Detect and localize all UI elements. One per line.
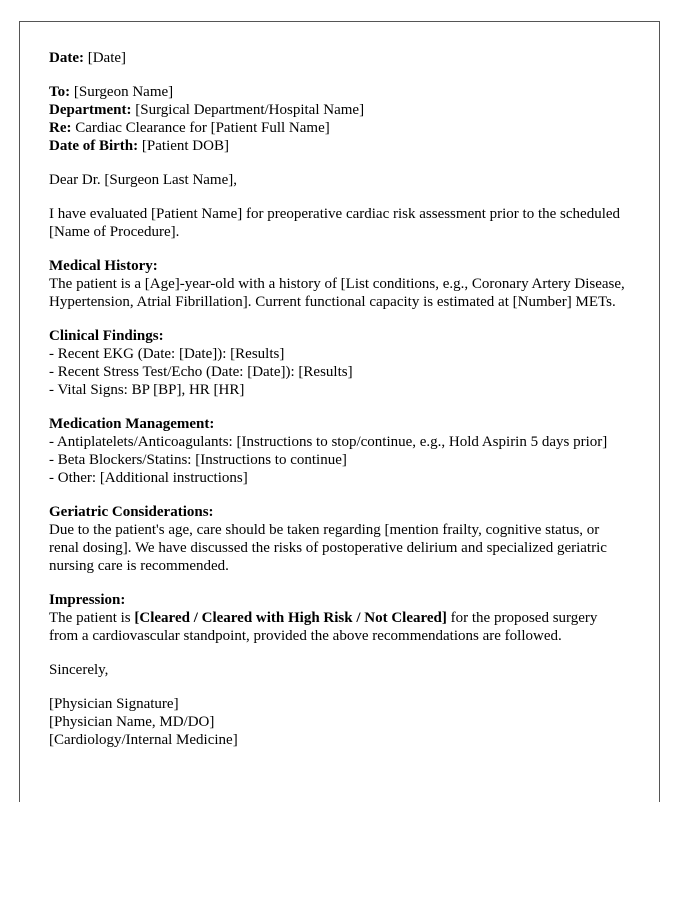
date-line (49, 49, 629, 67)
to-label: To: (49, 84, 71, 100)
medication-management-heading: Medication Management: (49, 416, 215, 432)
medication-item: - Other: [Additional instructions] (49, 470, 248, 486)
re-value: Cardiac Clearance for [Patient Full Name] (75, 120, 330, 136)
clinical-finding-item: - Recent Stress Test/Echo (Date: [Date]): [Results] (49, 364, 353, 380)
dob-line (49, 137, 629, 155)
date-block (49, 49, 629, 67)
impression-heading: Impression: (49, 592, 126, 608)
to-line (49, 83, 629, 101)
geriatric-heading: Geriatric Considerations: (49, 504, 214, 520)
letter-page (19, 21, 660, 802)
medication-management-section (49, 415, 629, 487)
physician-signature: [Physician Signature] (49, 696, 179, 712)
signature-block (49, 695, 629, 749)
impression-text-after: for the proposed surgery from a cardiovascular standpoint, provided the above recommendations are followed. (49, 610, 598, 644)
geriatric-section (49, 503, 629, 575)
date-label: Date: (49, 50, 84, 66)
clinical-findings-section (49, 327, 629, 399)
impression-text-before: The patient is (49, 610, 135, 626)
clinical-findings-heading: Clinical Findings: (49, 328, 164, 344)
department-label: Department: (49, 102, 132, 118)
intro-paragraph: I have evaluated [Patient Name] for preoperative cardiac risk assessment prior to the scheduled [Name of Procedure]. (49, 206, 621, 240)
letter-content (49, 49, 629, 765)
re-label: Re: (49, 120, 72, 136)
geriatric-text: Due to the patient's age, care should be taken regarding [mention frailty, cognitive status, or renal dosing]. We have discussed the risks of postoperative delirium and specialized geriatric nursing care is recommended. (49, 522, 607, 574)
recipient-block (49, 83, 629, 155)
medical-history-text: The patient is a [Age]-year-old with a history of [List conditions, e.g., Coronary Artery Disease, Hypertension, Atrial Fibrillation]. Current functional capacity is estimated at [Number] METs. (49, 276, 625, 310)
medication-item: - Antiplatelets/Anticoagulants: [Instructions to stop/continue, e.g., Hold Aspirin 5 days prior] (49, 434, 608, 450)
department-value: [Surgical Department/Hospital Name] (135, 102, 365, 118)
dob-value: [Patient DOB] (141, 138, 229, 154)
dob-label: Date of Birth: (49, 138, 139, 154)
clinical-finding-item: - Recent EKG (Date: [Date]): [Results] (49, 346, 285, 362)
impression-section (49, 591, 629, 645)
physician-specialty: [Cardiology/Internal Medicine] (49, 732, 238, 748)
physician-name: [Physician Name, MD/DO] (49, 714, 215, 730)
re-line (49, 119, 629, 137)
medication-item: - Beta Blockers/Statins: [Instructions to continue] (49, 452, 347, 468)
salutation: Dear Dr. [Surgeon Last Name], (49, 172, 237, 188)
impression-status: [Cleared / Cleared with High Risk / Not Cleared] (134, 610, 447, 626)
clinical-finding-item: - Vital Signs: BP [BP], HR [HR] (49, 382, 245, 398)
impression-text (49, 609, 629, 645)
department-line (49, 101, 629, 119)
medical-history-section (49, 257, 629, 311)
to-value: [Surgeon Name] (73, 84, 174, 100)
medical-history-heading: Medical History: (49, 258, 158, 274)
closing: Sincerely, (49, 662, 109, 678)
date-value: [Date] (87, 50, 127, 66)
